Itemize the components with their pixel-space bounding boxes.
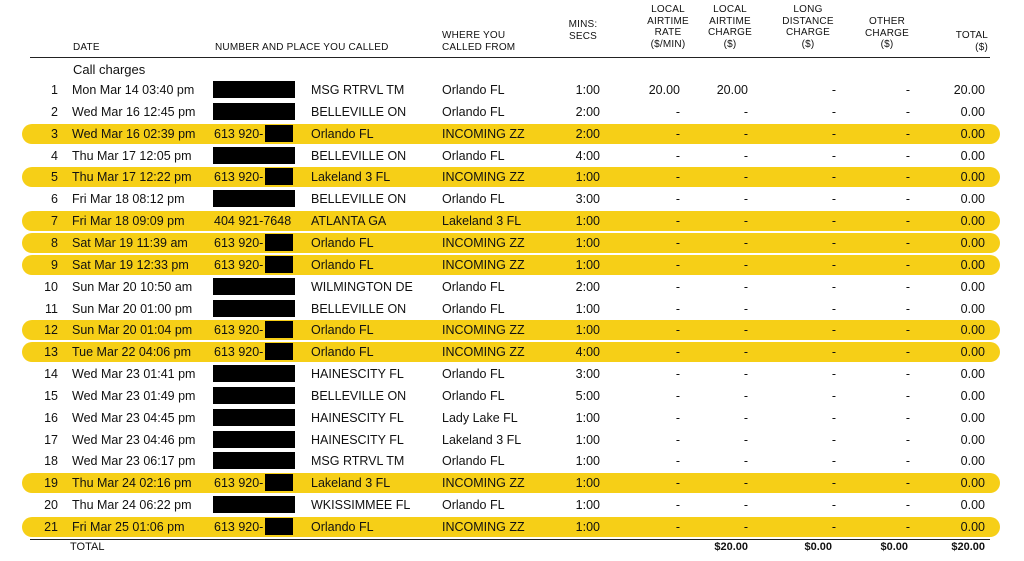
header-ld-line3: CHARGE xyxy=(786,27,830,38)
called-place: BELLEVILLE ON xyxy=(311,388,407,403)
called-from: Orlando FL xyxy=(442,83,505,97)
called-from: Lakeland 3 FL xyxy=(442,432,522,447)
airtime-rate: - xyxy=(675,498,680,513)
row-total: 0.00 xyxy=(960,148,985,163)
call-date: Thu Mar 17 12:05 pm xyxy=(72,148,192,163)
airtime-charge: - xyxy=(743,410,748,425)
other-charge: - xyxy=(905,83,910,97)
row-number: 4 xyxy=(51,148,58,163)
header-charge-line2: AIRTIME xyxy=(709,15,751,27)
row-number: 19 xyxy=(44,476,58,491)
long-distance-charge: - xyxy=(831,454,836,469)
mins-secs: 1:00 xyxy=(575,301,600,316)
row-number: 11 xyxy=(45,301,58,316)
airtime-charge: - xyxy=(743,367,748,382)
other-charge: - xyxy=(905,279,910,294)
header-total-line2: ($) xyxy=(975,41,988,53)
mins-secs: 1:00 xyxy=(575,476,600,491)
other-charge: - xyxy=(905,104,910,119)
long-distance-charge: - xyxy=(831,104,836,119)
long-distance-charge: - xyxy=(831,345,836,360)
other-charge: - xyxy=(905,214,910,229)
header-charge-line4: ($) xyxy=(723,38,737,50)
airtime-rate: - xyxy=(675,323,680,338)
call-date: Sun Mar 20 10:50 am xyxy=(72,279,193,294)
long-distance-charge: - xyxy=(831,148,836,163)
long-distance-charge: - xyxy=(831,170,836,185)
airtime-charge: - xyxy=(743,126,748,141)
call-date: Sun Mar 20 01:04 pm xyxy=(72,323,193,338)
mins-secs: 2:00 xyxy=(575,104,600,119)
header-date: DATE xyxy=(73,42,100,53)
called-from: Orlando FL xyxy=(442,367,505,382)
airtime-rate: - xyxy=(675,454,680,469)
call-date: Sat Mar 19 12:33 pm xyxy=(72,257,189,272)
row-number: 21 xyxy=(44,520,58,534)
called-from: INCOMING ZZ xyxy=(442,170,525,185)
other-charge: - xyxy=(905,454,910,469)
header-number-place: NUMBER AND PLACE YOU CALLED xyxy=(215,42,389,53)
row-number: 12 xyxy=(44,323,58,338)
mins-secs: 1:00 xyxy=(575,432,600,447)
other-charge: - xyxy=(905,235,910,250)
called-from: Orlando FL xyxy=(442,279,505,294)
other-charge: - xyxy=(905,367,910,382)
redaction-block xyxy=(265,168,293,185)
airtime-rate: - xyxy=(675,148,680,163)
header-mins-line2: SECS xyxy=(568,30,598,42)
long-distance-charge: - xyxy=(831,192,836,207)
redaction-block xyxy=(213,81,295,98)
table-row xyxy=(0,407,1024,429)
long-distance-charge: - xyxy=(831,126,836,141)
airtime-charge: - xyxy=(743,345,748,360)
airtime-charge: - xyxy=(743,214,748,229)
redaction-block xyxy=(213,147,295,164)
airtime-charge: - xyxy=(743,192,748,207)
called-place: BELLEVILLE ON xyxy=(311,148,407,163)
row-total: 0.00 xyxy=(960,257,985,272)
row-number: 5 xyxy=(51,170,58,185)
other-charge: - xyxy=(905,432,910,447)
row-number: 3 xyxy=(51,126,58,141)
table-row xyxy=(0,254,1024,276)
redaction-block xyxy=(213,103,295,120)
header-rule xyxy=(30,57,990,58)
called-number: 613 920- xyxy=(214,170,264,185)
called-from: INCOMING ZZ xyxy=(442,520,525,534)
called-from: INCOMING ZZ xyxy=(442,235,525,250)
airtime-charge: - xyxy=(743,520,748,534)
airtime-rate: - xyxy=(675,257,680,272)
other-charge: - xyxy=(905,257,910,272)
total-grand-total: $20.00 xyxy=(951,541,985,553)
table-row xyxy=(0,123,1024,145)
call-date: Thu Mar 24 02:16 pm xyxy=(72,476,192,491)
called-place: Orlando FL xyxy=(311,235,374,250)
table-row xyxy=(0,101,1024,123)
table-row xyxy=(0,516,1024,538)
row-number: 9 xyxy=(51,257,58,272)
call-date: Wed Mar 23 04:46 pm xyxy=(72,432,196,447)
header-charge-line3: CHARGE xyxy=(708,27,752,38)
called-place: Orlando FL xyxy=(311,345,374,360)
other-charge: - xyxy=(905,520,910,534)
call-date: Wed Mar 23 06:17 pm xyxy=(72,454,196,469)
mins-secs: 1:00 xyxy=(575,170,600,185)
airtime-rate: 20.00 xyxy=(648,83,680,97)
row-number: 18 xyxy=(44,454,58,469)
row-total: 0.00 xyxy=(960,235,985,250)
called-place: BELLEVILLE ON xyxy=(311,104,407,119)
table-row xyxy=(0,166,1024,188)
airtime-rate: - xyxy=(675,279,680,294)
header-local-airtime-charge xyxy=(690,4,770,50)
long-distance-charge: - xyxy=(831,257,836,272)
long-distance-charge: - xyxy=(831,301,836,316)
called-from: Orlando FL xyxy=(442,192,505,207)
row-total: 0.00 xyxy=(960,126,985,141)
called-from: INCOMING ZZ xyxy=(442,345,525,360)
airtime-charge: - xyxy=(743,388,748,403)
call-date: Fri Mar 18 08:12 pm xyxy=(72,192,185,207)
airtime-rate: - xyxy=(675,214,680,229)
call-date: Wed Mar 16 02:39 pm xyxy=(72,126,196,141)
called-number: 404 921-7648 xyxy=(214,214,292,229)
called-place: Orlando FL xyxy=(311,257,374,272)
long-distance-charge: - xyxy=(831,520,836,534)
airtime-charge: - xyxy=(743,148,748,163)
call-date: Sat Mar 19 11:39 am xyxy=(72,235,188,250)
called-from: Lady Lake FL xyxy=(442,410,518,425)
call-date: Wed Mar 16 12:45 pm xyxy=(72,104,196,119)
called-number: 613 920- xyxy=(214,257,264,272)
airtime-charge: - xyxy=(743,301,748,316)
header-where-called-from xyxy=(442,30,515,53)
table-row xyxy=(0,210,1024,232)
total-rule xyxy=(30,539,990,540)
airtime-charge: - xyxy=(743,279,748,294)
redaction-block xyxy=(265,321,293,338)
table-row xyxy=(0,188,1024,210)
call-date: Thu Mar 17 12:22 pm xyxy=(72,170,192,185)
mins-secs: 1:00 xyxy=(575,257,600,272)
long-distance-charge: - xyxy=(831,235,836,250)
called-from: Lakeland 3 FL xyxy=(442,214,522,229)
section-title: Call charges xyxy=(73,62,146,77)
row-total: 0.00 xyxy=(960,367,985,382)
call-date: Thu Mar 24 06:22 pm xyxy=(72,498,192,513)
row-total: 0.00 xyxy=(960,192,985,207)
long-distance-charge: - xyxy=(831,367,836,382)
table-row xyxy=(0,385,1024,407)
row-total: 0.00 xyxy=(960,454,985,469)
other-charge: - xyxy=(905,410,910,425)
mins-secs: 1:00 xyxy=(575,235,600,250)
call-date: Mon Mar 14 03:40 pm xyxy=(72,83,195,97)
call-date: Tue Mar 22 04:06 pm xyxy=(72,345,192,360)
redaction-block xyxy=(213,431,295,448)
row-total: 0.00 xyxy=(960,301,985,316)
redaction-block xyxy=(213,365,295,382)
mins-secs: 1:00 xyxy=(575,214,600,229)
called-from: INCOMING ZZ xyxy=(442,323,525,338)
redaction-block xyxy=(213,387,295,404)
called-from: Orlando FL xyxy=(442,454,505,469)
airtime-rate: - xyxy=(675,476,680,491)
table-row xyxy=(0,79,1024,101)
row-total: 0.00 xyxy=(960,323,985,338)
called-place: WKISSIMMEE FL xyxy=(311,498,411,513)
airtime-rate: - xyxy=(675,235,680,250)
airtime-rate: - xyxy=(675,126,680,141)
airtime-charge: - xyxy=(743,323,748,338)
called-place: MSG RTRVL TM xyxy=(311,454,405,469)
airtime-rate: - xyxy=(675,367,680,382)
row-total: 0.00 xyxy=(960,214,985,229)
row-total: 0.00 xyxy=(960,170,985,185)
called-from: INCOMING ZZ xyxy=(442,257,525,272)
header-total xyxy=(930,30,988,53)
row-number: 2 xyxy=(51,104,58,119)
called-place: BELLEVILLE ON xyxy=(311,192,407,207)
header-rate-line2: AIRTIME xyxy=(647,15,689,27)
table-row xyxy=(0,276,1024,298)
row-number: 17 xyxy=(44,432,58,447)
airtime-charge: - xyxy=(743,235,748,250)
other-charge: - xyxy=(905,126,910,141)
header-charge-line1: LOCAL xyxy=(713,4,747,15)
called-place: Orlando FL xyxy=(311,520,374,534)
table-row xyxy=(0,472,1024,494)
other-charge: - xyxy=(905,476,910,491)
mins-secs: 3:00 xyxy=(575,367,600,382)
header-rate-line1: LOCAL xyxy=(651,4,685,15)
called-place: HAINESCITY FL xyxy=(311,367,404,382)
called-place: ATLANTA GA xyxy=(311,214,387,229)
called-place: Lakeland 3 FL xyxy=(311,476,391,491)
redaction-block xyxy=(265,343,293,360)
row-number: 1 xyxy=(51,83,58,97)
called-place: Orlando FL xyxy=(311,323,374,338)
row-total: 20.00 xyxy=(953,83,985,97)
row-total: 0.00 xyxy=(960,410,985,425)
other-charge: - xyxy=(905,498,910,513)
table-row xyxy=(0,145,1024,167)
called-place: Orlando FL xyxy=(311,126,374,141)
table-row xyxy=(0,232,1024,254)
airtime-rate: - xyxy=(675,104,680,119)
redaction-block xyxy=(265,474,293,491)
mins-secs: 1:00 xyxy=(575,520,600,534)
header-total-line1: TOTAL xyxy=(955,30,988,41)
call-date: Sun Mar 20 01:00 pm xyxy=(72,301,193,316)
call-date: Fri Mar 18 09:09 pm xyxy=(72,214,185,229)
called-number: 613 920- xyxy=(214,235,264,250)
called-number: 613 920- xyxy=(214,345,264,360)
header-ld-line4: ($) xyxy=(801,38,815,50)
called-from: INCOMING ZZ xyxy=(442,476,525,491)
header-mins-line1: MINS: xyxy=(568,19,598,30)
airtime-charge: 20.00 xyxy=(716,83,748,97)
header-ld-line2: DISTANCE xyxy=(782,15,834,27)
mins-secs: 1:00 xyxy=(575,454,600,469)
total-long-distance-charge: $0.00 xyxy=(804,541,832,553)
row-number: 15 xyxy=(44,388,58,403)
airtime-rate: - xyxy=(675,388,680,403)
redaction-block xyxy=(265,234,293,251)
called-from: Orlando FL xyxy=(442,388,505,403)
header-rate-line4: ($/MIN) xyxy=(650,38,686,50)
long-distance-charge: - xyxy=(831,476,836,491)
airtime-charge: - xyxy=(743,170,748,185)
total-local-airtime-charge: $20.00 xyxy=(714,541,748,553)
table-row xyxy=(0,298,1024,320)
called-place: HAINESCITY FL xyxy=(311,432,404,447)
table-row xyxy=(0,319,1024,341)
header-other-line1: OTHER xyxy=(869,16,905,27)
redaction-block xyxy=(265,256,293,273)
mins-secs: 4:00 xyxy=(575,345,600,360)
other-charge: - xyxy=(905,192,910,207)
call-date: Wed Mar 23 01:49 pm xyxy=(72,388,196,403)
other-charge: - xyxy=(905,345,910,360)
row-total: 0.00 xyxy=(960,104,985,119)
called-from: INCOMING ZZ xyxy=(442,126,525,141)
row-number: 7 xyxy=(51,214,58,229)
header-other-line3: ($) xyxy=(880,39,894,50)
called-place: WILMINGTON DE xyxy=(311,279,413,294)
airtime-charge: - xyxy=(743,257,748,272)
header-rate-line3: RATE xyxy=(654,27,682,38)
long-distance-charge: - xyxy=(831,83,836,97)
mins-secs: 1:00 xyxy=(575,83,600,97)
table-row xyxy=(0,450,1024,472)
called-number: 613 920- xyxy=(214,323,264,338)
airtime-rate: - xyxy=(675,170,680,185)
mins-secs: 5:00 xyxy=(575,388,600,403)
row-number: 10 xyxy=(44,279,58,294)
long-distance-charge: - xyxy=(831,432,836,447)
table-row xyxy=(0,494,1024,516)
redaction-block xyxy=(213,452,295,469)
row-number: 20 xyxy=(44,498,58,513)
mins-secs: 2:00 xyxy=(575,126,600,141)
row-total: 0.00 xyxy=(960,345,985,360)
row-total: 0.00 xyxy=(960,476,985,491)
call-date: Wed Mar 23 01:41 pm xyxy=(72,367,196,382)
airtime-charge: - xyxy=(743,454,748,469)
airtime-rate: - xyxy=(675,520,680,534)
airtime-charge: - xyxy=(743,104,748,119)
called-place: MSG RTRVL TM xyxy=(311,83,405,97)
row-number: 16 xyxy=(44,410,58,425)
header-mins-secs xyxy=(558,19,608,42)
other-charge: - xyxy=(905,170,910,185)
row-number: 6 xyxy=(51,192,58,207)
called-place: Lakeland 3 FL xyxy=(311,170,391,185)
header-where-line2: CALLED FROM xyxy=(442,41,516,53)
redaction-block xyxy=(265,125,293,142)
row-total: 0.00 xyxy=(960,388,985,403)
redaction-block xyxy=(213,190,295,207)
long-distance-charge: - xyxy=(831,410,836,425)
header-other-line2: CHARGE xyxy=(865,27,909,39)
long-distance-charge: - xyxy=(831,388,836,403)
table-row xyxy=(0,341,1024,363)
header-long-distance-charge xyxy=(768,4,848,50)
airtime-rate: - xyxy=(675,301,680,316)
mins-secs: 4:00 xyxy=(575,148,600,163)
airtime-charge: - xyxy=(743,476,748,491)
mins-secs: 1:00 xyxy=(575,410,600,425)
airtime-rate: - xyxy=(675,410,680,425)
total-label: TOTAL xyxy=(70,541,105,553)
called-place: BELLEVILLE ON xyxy=(311,301,407,316)
row-total: 0.00 xyxy=(960,432,985,447)
redaction-block xyxy=(213,300,295,317)
other-charge: - xyxy=(905,388,910,403)
airtime-rate: - xyxy=(675,345,680,360)
table-row xyxy=(0,429,1024,451)
long-distance-charge: - xyxy=(831,498,836,513)
row-number: 14 xyxy=(44,367,58,382)
airtime-rate: - xyxy=(675,432,680,447)
call-date: Fri Mar 25 01:06 pm xyxy=(72,520,185,534)
called-number: 613 920- xyxy=(214,476,264,491)
redaction-block xyxy=(213,496,295,513)
total-other-charge: $0.00 xyxy=(880,541,908,553)
redaction-block xyxy=(213,278,295,295)
other-charge: - xyxy=(905,148,910,163)
airtime-rate: - xyxy=(675,192,680,207)
other-charge: - xyxy=(905,301,910,316)
call-date: Wed Mar 23 04:45 pm xyxy=(72,410,196,425)
header-ld-line1: LONG xyxy=(793,4,823,15)
header-other-charge xyxy=(852,16,922,51)
mins-secs: 1:00 xyxy=(575,498,600,513)
called-number: 613 920- xyxy=(214,520,264,534)
row-total: 0.00 xyxy=(960,279,985,294)
table-row xyxy=(0,363,1024,385)
called-from: Orlando FL xyxy=(442,498,505,513)
called-from: Orlando FL xyxy=(442,104,505,119)
long-distance-charge: - xyxy=(831,323,836,338)
row-number: 13 xyxy=(44,345,58,360)
mins-secs: 1:00 xyxy=(575,323,600,338)
row-total: 0.00 xyxy=(960,498,985,513)
airtime-charge: - xyxy=(743,432,748,447)
row-total: 0.00 xyxy=(960,520,985,534)
row-number: 8 xyxy=(51,235,58,250)
header-where-line1: WHERE YOU xyxy=(442,30,506,41)
redaction-block xyxy=(213,409,295,426)
called-number: 613 920- xyxy=(214,126,264,141)
mins-secs: 3:00 xyxy=(575,192,600,207)
other-charge: - xyxy=(905,323,910,338)
called-place: HAINESCITY FL xyxy=(311,410,404,425)
long-distance-charge: - xyxy=(831,214,836,229)
airtime-charge: - xyxy=(743,498,748,513)
called-from: Orlando FL xyxy=(442,148,505,163)
called-from: Orlando FL xyxy=(442,301,505,316)
redaction-block xyxy=(265,518,293,535)
mins-secs: 2:00 xyxy=(575,279,600,294)
long-distance-charge: - xyxy=(831,279,836,294)
